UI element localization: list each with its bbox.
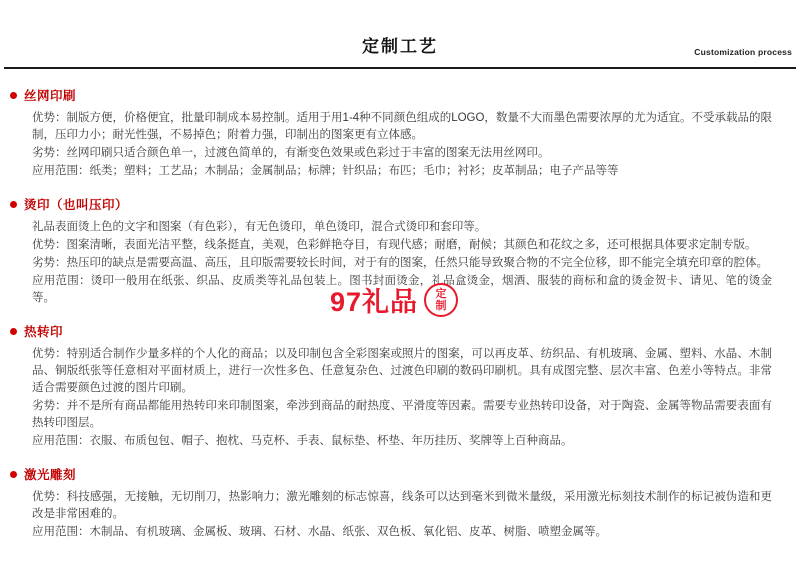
section-laser-engraving (0, 451, 800, 541)
header-divider (4, 67, 796, 69)
section-title: 丝网印刷 (24, 89, 77, 103)
document-header (0, 0, 800, 72)
section-paragraph: 优势：制版方便，价格便宜，批量印制成本易控制。适用于用1-4种不同颜色组成的LOGO，数量不大而墨色需要浓厚的尤为适宜。不受承载品的限制，压印力小；耐光性强，不易掉色；附着力强，印制出的图案更有立体感。 (32, 112, 772, 142)
section-heading (10, 86, 790, 104)
page-title: 定制工艺 (362, 37, 438, 56)
section-paragraph: 劣势：热压印的缺点是需要高温、高压，且印版需要较长时间，对于有的图案，任然只能导致聚合物的不完全位移，即不能完全填充印章的腔体。 (32, 257, 768, 270)
section-heat-transfer (0, 308, 800, 450)
section-title: 激光雕刻 (24, 468, 77, 483)
watermark-badge-line2: 制 (435, 299, 447, 312)
section-paragraph: 优势：特别适合制作少量多样的个人化的商品；以及印制包含全彩图案或照片的图案，可以再皮革、纺织品、有机玻璃、金属、塑料、水晶、木制品、铜版纸张等任意相对平面材质上，进行一次性多色、任意复杂色、过渡色印刷的数码印刷机。具有成图完整、层次丰富、色差小等特点。非常适合需要颜色过渡的图片印刷。 (32, 348, 772, 395)
section-title: 烫印（也叫压印） (24, 198, 129, 213)
section-paragraph: 应用范围：木制品、有机玻璃、金属板、玻璃、石材、水晶、纸张、双色板、氧化铝、皮革、树脂、喷塑金属等。 (32, 526, 607, 539)
bullet-icon (10, 328, 17, 335)
section-heading (10, 322, 790, 340)
section-heading (10, 195, 790, 213)
bullet-icon (10, 92, 17, 99)
section-paragraph: 应用范围：烫印一般用在纸张、织品、皮质类等礼品包装上。图书封面烫金，礼品盒烫金，烟酒、服装的商标和盒的烫金贺卡、请见、笔的烫金等。 (32, 275, 772, 305)
section-paragraph: 礼品表面烫上色的文字和图案（有色彩），有无色烫印，单色烫印，混合式烫印和套印等。 (32, 221, 487, 234)
section-paragraph: 应用范围：纸类；塑料；工艺品；木制品；金属制品；标牌；针织品；布匹；毛巾；衬衫；皮革制品；电子产品等等 (32, 165, 619, 178)
watermark-text: 97礼品 (330, 287, 419, 317)
section-hot-stamping (0, 181, 800, 307)
section-heading (10, 465, 790, 483)
bullet-icon (10, 201, 17, 208)
section-paragraph: 优势：图案清晰，表面光洁平整，线条挺直，美观，色彩鲜艳夺目，有现代感；耐磨，耐候；其颜色和花纹之多，还可根据具体要求定制专版。 (32, 239, 757, 252)
page-subtitle: Customization process (694, 47, 792, 57)
watermark-badge-line1: 定 (435, 288, 447, 300)
section-title: 热转印 (24, 325, 64, 340)
section-paragraph: 劣势：并不是所有商品都能用热转印来印制图案，牵涉到商品的耐热度、平滑度等因素。需要专业热转印设备，对于陶瓷、金属等物品需要表面有热转印图层。 (32, 400, 772, 430)
bullet-icon (10, 471, 17, 478)
section-paragraph: 优势：科技感强，无接触，无切削刀，热影响力；激光雕刻的标志惊喜，线条可以达到毫米到微米量级，采用激光标刻技术制作的标记被伪造和更改是非常困难的。 (32, 491, 772, 521)
section-paragraph: 劣势：丝网印刷只适合颜色单一，过渡色简单的，有渐变色效果或色彩过于丰富的图案无法用丝网印。 (32, 147, 550, 160)
section-silkscreen (0, 72, 800, 180)
section-paragraph: 应用范围：衣服、布质包包、帽子、抱枕、马克杯、手表、鼠标垫、杯垫、年历挂历、奖牌等上百种商品。 (32, 435, 573, 448)
